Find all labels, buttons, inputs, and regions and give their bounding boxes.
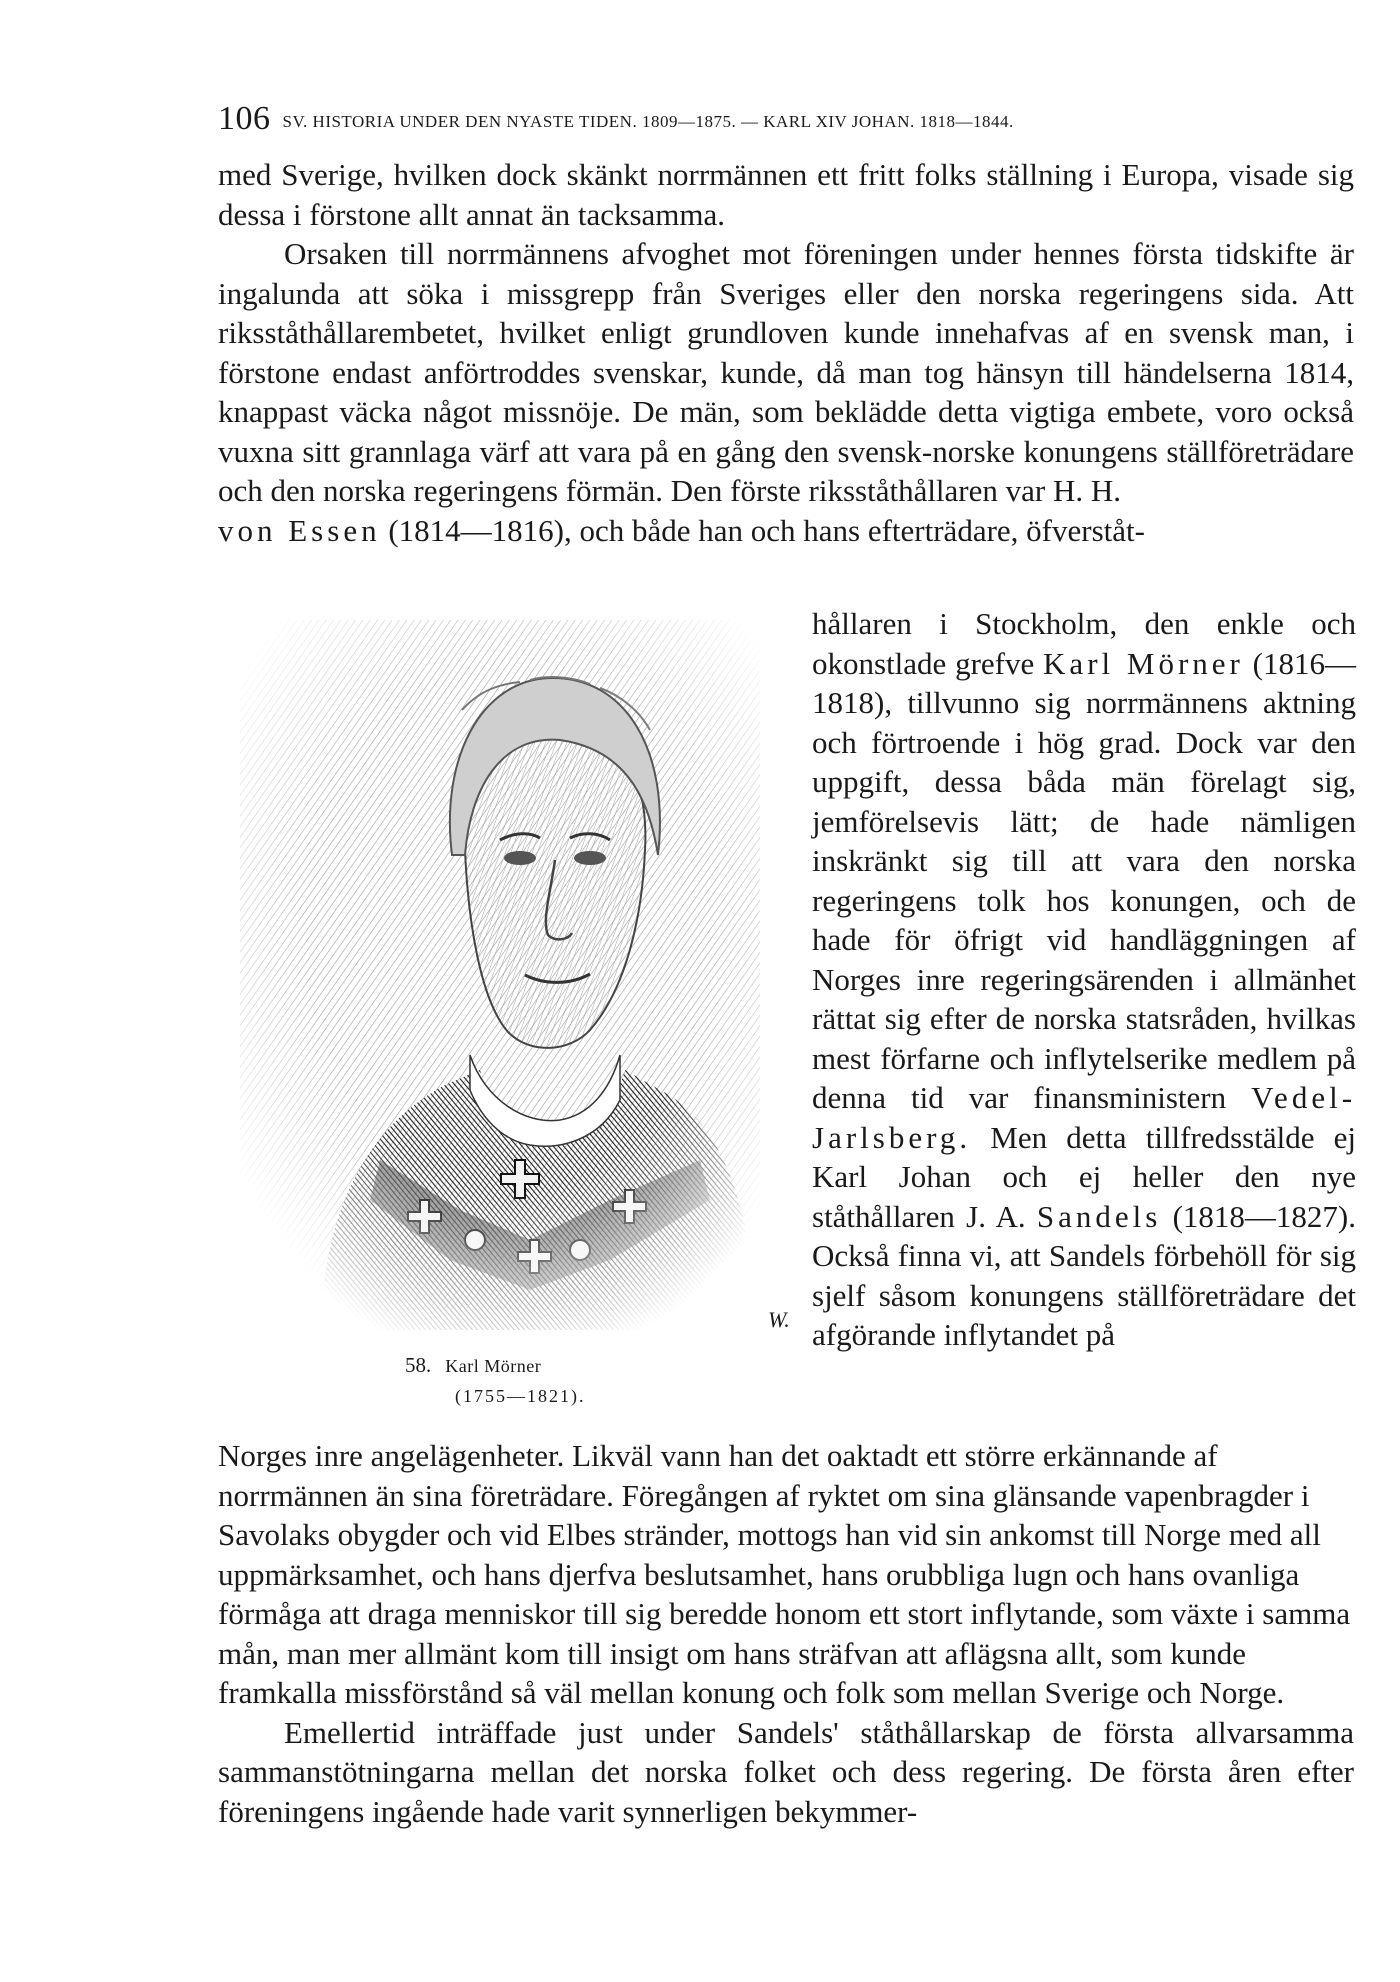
portrait-illustration	[230, 600, 790, 1330]
right-column-segment-1: hållaren i Stockholm, den enkle och okonstlade grefve	[812, 606, 1356, 681]
page-number: 106	[218, 100, 271, 137]
person-name-karl-morner: Karl Mörner	[1043, 645, 1244, 681]
figure-number: 58.	[405, 1353, 432, 1377]
paragraph-norges-inre: Norges inre angelägenheter. Likväl vann han det oaktadt ett större erkännande af norrmännen än sina företrädare. Föregången af ryktet om sina glänsande vapenbragder i Savolaks obygder och vid Elbes stränder, mottogs han vid sin ankomst till Norge med all uppmärksamhet, och hans djerfva beslutsamhet, hans orubbliga lugn och hans ovanliga förmåga att draga menniskor till sig beredde honom ett stort inflytande, som växte i samma mån, man mer allmänt kom till insigt om hans sträfvan att aflägsna allt, som kunde framkalla missförstånd så väl mellan konung och folk som mellan Sverige och Norge.	[218, 1438, 1351, 1710]
engraver-signature: W.	[768, 1307, 790, 1332]
paragraph-orsaken: Orsaken till norrmännens afvoghet mot föreningen under hennes första tidskifte är ingalunda att söka i missgrepp från Sveriges eller den norska regeringens sida. Att riksståthållarembetet, hvilket enligt grundloven kunde innehafvas af en svensk man, i förstone endast anförtroddes svenskar, kunde, då man tog hänsyn till händelserna 1814, knappast väcka något missnöje. De män, som beklädde detta vigtiga embete, voro också vuxna sitt grannlaga värf att vara på en gång den svensk-norske konungens ställföreträdare och den norska regeringens förmän. Den förste riksståthållaren var H. H.	[218, 236, 1354, 508]
portrait-engraving-karl-morner	[230, 600, 790, 1330]
figure-years: (1755—1821).	[455, 1386, 586, 1406]
right-column-text	[812, 604, 1356, 1355]
running-head-title: SV. HISTORIA UNDER DEN NYASTE TIDEN. 1809—1875. — KARL XIV JOHAN. 1818—1844.	[282, 112, 1014, 131]
right-column-segment-3: Men detta tillfredsstälde ej Karl Johan och ej heller den nye ståthållaren J. A.	[812, 1119, 1357, 1234]
right-column-segment-2: (1816—1818), tillvunno sig norrmännens aktning och förtroende i hög grad. Dock var den uppgift, dessa båda män förelagt sig, jemförelsevis lätt; de hade nämligen inskränkt sig till att vara den norska regeringens tolk hos konungen, och de hade för öfrigt vid handläggningen af Norges inre regeringsärenden i allmänhet rättat sig efter de norska statsråden, hvilkas mest förfarne och inflytelserike medlem på denna tid var finansministern	[812, 645, 1356, 1115]
figure-caption	[405, 1350, 645, 1411]
figure-name: Karl Mörner	[445, 1356, 542, 1376]
top-text-block	[218, 155, 1354, 550]
paragraph-continuation: med Sverige, hvilken dock skänkt norrmännen ett fritt folks ställning i Europa, visade sig dessa i förstone allt annat än tacksamma.	[218, 157, 1354, 232]
person-name-sandels: Sandels	[1036, 1198, 1162, 1234]
right-column-segment-4: (1818—1827). Också finna vi, att Sandels förbehöll för sig sjelf såsom konungens ställföreträdare det afgörande inflytandet på	[812, 1198, 1357, 1352]
running-head	[218, 100, 1354, 138]
paragraph-von-essen-line	[218, 511, 1354, 551]
right-column-paragraph	[812, 604, 1356, 1355]
person-name-vedel-jarlsberg: Vedel-Jarlsberg.	[812, 1080, 1357, 1155]
person-name-von-essen: von Essen	[218, 512, 381, 548]
bottom-text-block	[218, 1436, 1354, 1831]
paragraph-emellertid: Emellertid inträffade just under Sandels' ståthållarskap de första allvarsamma sammanstötningarna mellan det norska folket och dess regering. De första åren efter föreningens ingående hade varit synnerligen bekymmer-	[218, 1714, 1354, 1829]
von-essen-line-rest: (1814—1816), och både han och hans efterträdare, öfverståt-	[388, 512, 1145, 548]
